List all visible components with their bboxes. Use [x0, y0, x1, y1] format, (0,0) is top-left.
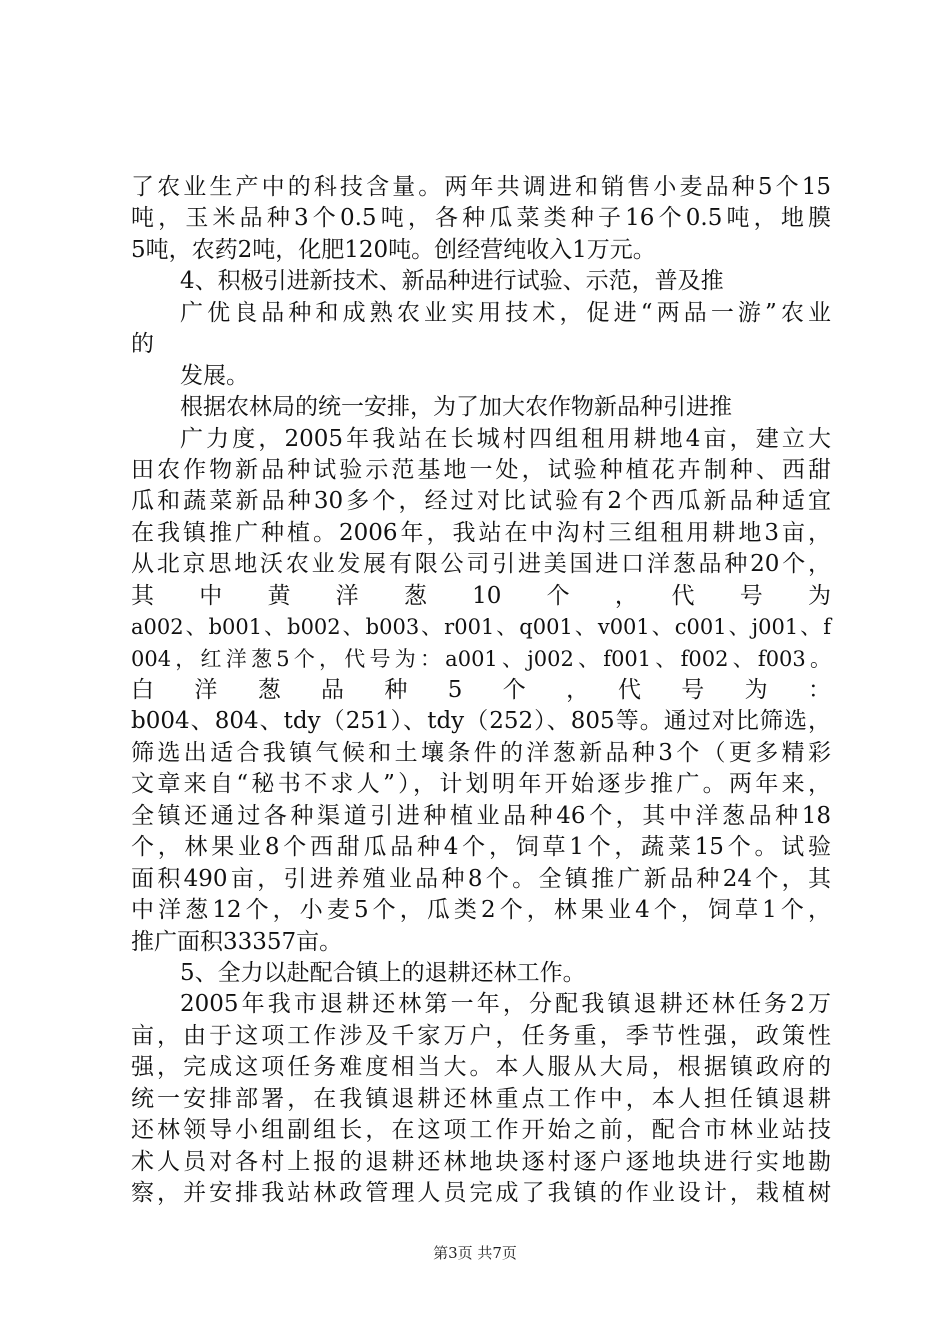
body-line: 5、全力以赴配合镇上的退耕还林工作。	[180, 960, 586, 986]
body-line: 根据农林局的统一安排，为了加大农作物新品种引进推	[180, 394, 732, 420]
body-line: 吨，玉米品种3个0.5吨，各种瓜菜类种子16个0.5吨，地膜	[131, 205, 831, 231]
body-line: 其 中 黄 洋 葱 10 个 ， 代 号 为	[131, 583, 831, 609]
body-line: 全镇还通过各种渠道引进种植业品种46个，其中洋葱品种18	[131, 803, 831, 829]
body-line: 强，完成这项任务难度相当大。本人服从大局，根据镇政府的	[131, 1054, 831, 1080]
body-line: 2005年我市退耕还林第一年，分配我镇退耕还林任务2万	[180, 991, 831, 1017]
body-line: b004、804、tdy（251）、tdy（252）、805等。通过对比筛选，	[131, 708, 831, 734]
body-line: 术人员对各村上报的退耕还林地块逐村逐户逐地块进行实地勘	[131, 1149, 831, 1175]
body-line: 统一安排部署，在我镇退耕还林重点工作中，本人担任镇退耕	[131, 1086, 831, 1112]
body-line: 瓜和蔬菜新品种30多个，经过对比试验有2个西瓜新品种适宜	[131, 488, 831, 514]
body-line: 4、积极引进新技术、新品种进行试验、示范，普及推	[180, 268, 724, 294]
body-line: 筛选出适合我镇气候和土壤条件的洋葱新品种3个（更多精彩	[131, 740, 831, 766]
body-line: a002、b001、b002、b003、r001、q001、v001、c001、j001、f	[131, 615, 831, 639]
body-line: 中洋葱12个，小麦5个，瓜类2个，林果业4个，饲草1个，	[131, 897, 831, 923]
body-line: 还林领导小组副组长，在这项工作开始之前，配合市林业站技	[131, 1117, 831, 1143]
body-line: 白 洋 葱 品 种 5 个 ， 代 号 为 ：	[131, 677, 831, 703]
page-footer: 第3页 共7页	[433, 1244, 517, 1262]
body-line: 田农作物新品种试验示范基地一处，试验种植花卉制种、西甜	[131, 457, 831, 483]
body-line: 发展。	[180, 363, 249, 389]
body-line: 广优良品种和成熟农业实用技术，促进“两品一游”农业	[180, 300, 831, 326]
body-line: 广力度，2005年我站在长城村四组租用耕地4亩，建立大	[180, 426, 831, 452]
body-line: 推广面积33357亩。	[131, 929, 343, 955]
body-line: 在我镇推广种植。2006年，我站在中沟村三组租用耕地3亩，	[131, 520, 831, 546]
body-line: 亩，由于这项工作涉及千家万户，任务重，季节性强，政策性	[131, 1023, 831, 1049]
body-line: 了农业生产中的科技含量。两年共调进和销售小麦品种5个15	[131, 174, 831, 200]
body-line: 个，林果业8个西甜瓜品种4个，饲草1个，蔬菜15个。试验	[131, 834, 831, 860]
body-line: 5吨，农药2吨，化肥120吨。创经营纯收入1万元。	[131, 237, 656, 263]
body-line: 的	[131, 331, 154, 357]
body-line: 004，红洋葱5个，代号为：a001、j002、f001、f002、f003。	[131, 647, 832, 671]
body-line: 察，并安排我站林政管理人员完成了我镇的作业设计，栽植树	[131, 1180, 831, 1206]
body-line: 文章来自“秘书不求人”），计划明年开始逐步推广。两年来，	[131, 771, 831, 797]
body-line: 面积490亩，引进养殖业品种8个。全镇推广新品种24个，其	[131, 866, 831, 892]
body-line: 从北京思地沃农业发展有限公司引进美国进口洋葱品种20个，	[131, 551, 831, 577]
